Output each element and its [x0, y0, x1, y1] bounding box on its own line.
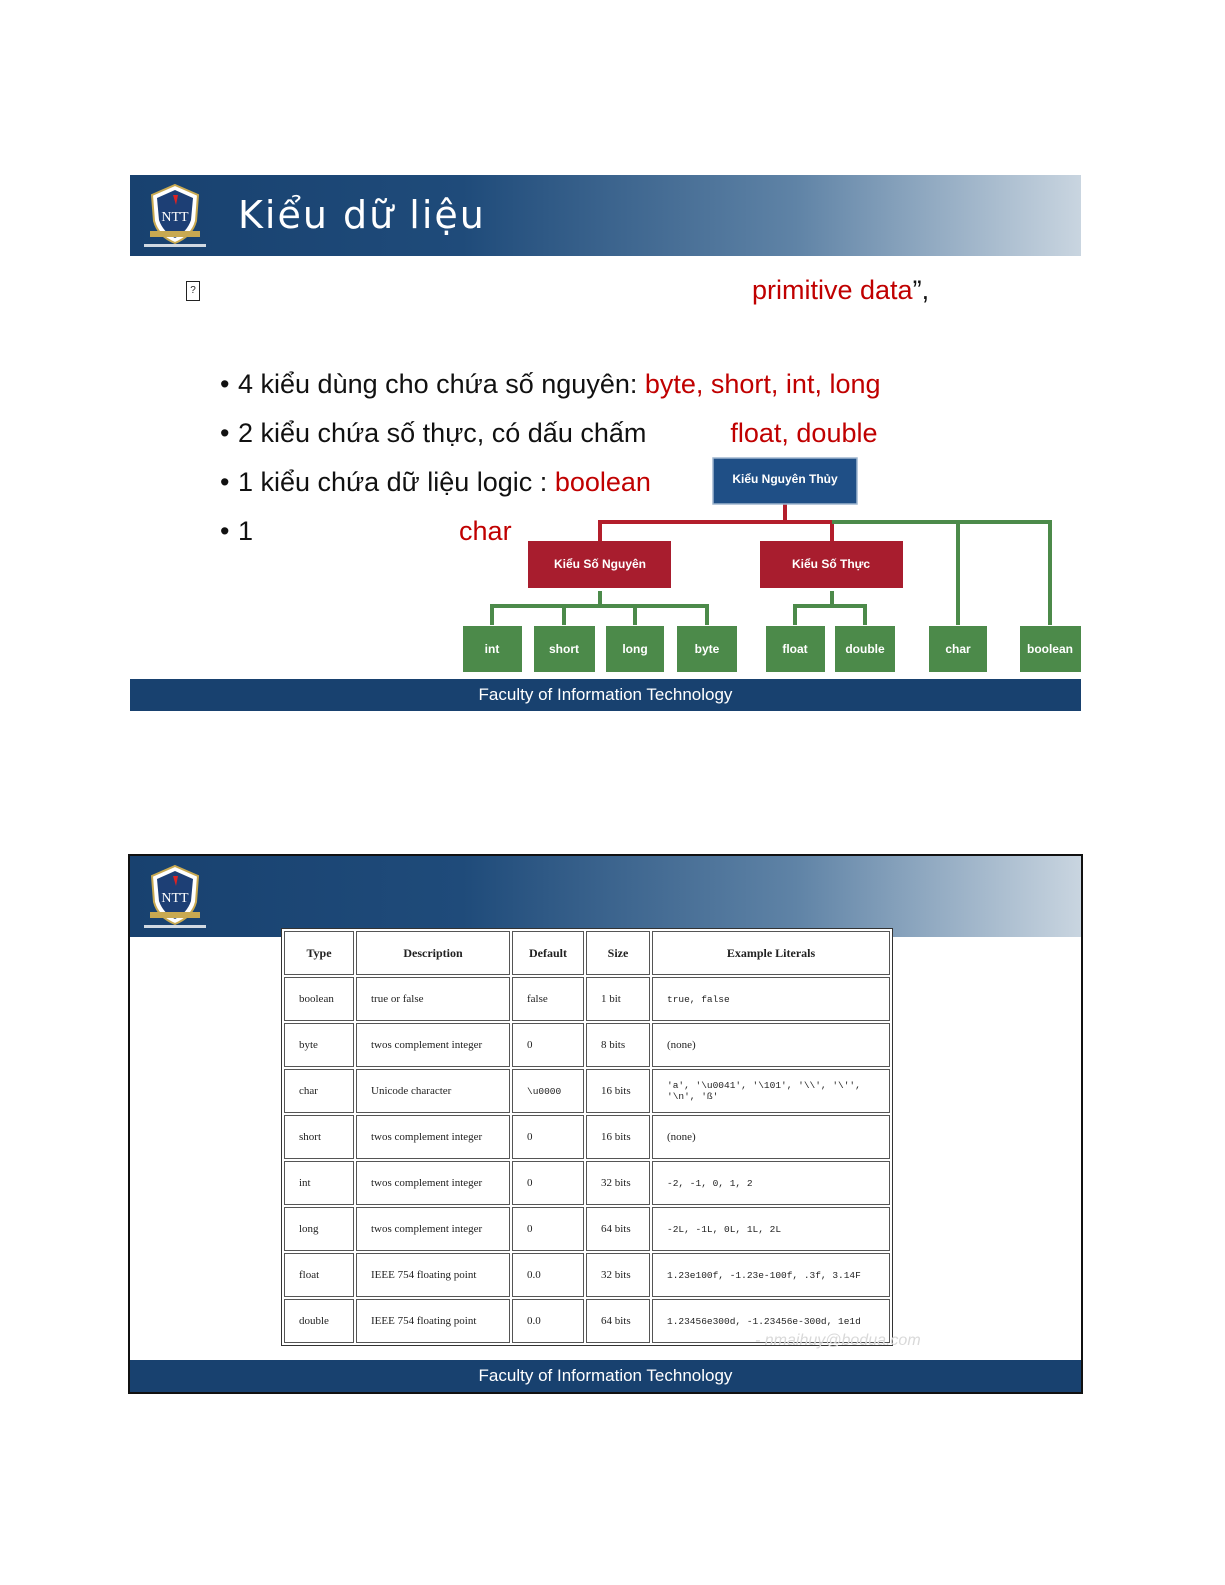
table-cell: boolean — [284, 977, 354, 1021]
table-cell: 1.23456e300d, -1.23456e-300d, 1e1d — [652, 1299, 890, 1343]
table-row — [284, 1207, 890, 1251]
table-cell: double — [284, 1299, 354, 1343]
table-row — [284, 1161, 890, 1205]
slide-1 — [130, 175, 1081, 711]
leaf-node-label: boolean — [1026, 642, 1074, 656]
table-cell: false — [512, 977, 584, 1021]
table-cell: 64 bits — [586, 1207, 650, 1251]
table-cell: twos complement integer — [356, 1115, 510, 1159]
list-item: • 2 kiểu chứa số thực, có dấu chấm float, double — [220, 418, 878, 448]
table-cell: 0 — [512, 1115, 584, 1159]
int-group-connector — [492, 591, 707, 625]
root-node-label: Kiểu Nguyên Thủy — [732, 472, 838, 486]
leaf-node-label: long — [622, 642, 648, 656]
column-header: Example Literals — [652, 931, 890, 975]
table-cell: twos complement integer — [356, 1023, 510, 1067]
table-cell: long — [284, 1207, 354, 1251]
list-item: • 1 kiểu chứa dữ liệu logic : boolean — [220, 467, 651, 497]
table-row — [284, 1023, 890, 1067]
slide-title: Kiểu dữ liệu — [238, 193, 486, 237]
leaf-node-label: short — [549, 642, 579, 656]
table-cell: char — [284, 1069, 354, 1113]
table-cell: 0 — [512, 1023, 584, 1067]
university-logo-icon — [140, 862, 210, 932]
table-cell: 8 bits — [586, 1023, 650, 1067]
table-row — [284, 1253, 890, 1297]
primitive-types-table — [281, 928, 893, 1346]
list-item: • 1 char — [220, 516, 512, 546]
table-cell: Unicode character — [356, 1069, 510, 1113]
table-cell: (none) — [652, 1023, 890, 1067]
table-cell: \u0000 — [512, 1069, 584, 1113]
bullet-text: 2 kiểu chứa số thực, có dấu chấm — [238, 418, 647, 448]
type-hierarchy-diagram — [130, 175, 1081, 711]
column-header: Description — [356, 931, 510, 975]
table-cell: 32 bits — [586, 1161, 650, 1205]
table-row — [284, 1115, 890, 1159]
bullet-red-text: char — [459, 516, 512, 546]
table-cell: true, false — [652, 977, 890, 1021]
leaf-node-label: char — [945, 642, 971, 656]
table-cell: IEEE 754 floating point — [356, 1253, 510, 1297]
column-header: Default — [512, 931, 584, 975]
column-header: Size — [586, 931, 650, 975]
table-cell: 'a', '\u0041', '\101', '\\', '\'', '\n', 'ß' — [652, 1069, 890, 1113]
table-cell: int — [284, 1161, 354, 1205]
table-cell: byte — [284, 1023, 354, 1067]
table-cell: IEEE 754 floating point — [356, 1299, 510, 1343]
svg-text:NTT: NTT — [161, 891, 189, 906]
table-cell: twos complement integer — [356, 1161, 510, 1205]
table-cell: 1 bit — [586, 977, 650, 1021]
watermark: - nmaihuy@bodua.com — [755, 1332, 921, 1349]
bullet-red-text: byte, short, int, long — [644, 369, 881, 399]
table-cell: 0 — [512, 1207, 584, 1251]
bullet-red-text: float, double — [730, 418, 878, 448]
table-cell: twos complement integer — [356, 1207, 510, 1251]
bullet-red-text: boolean — [554, 467, 651, 497]
root-connector — [600, 502, 832, 541]
table-cell: 1.23e100f, -1.23e-100f, .3f, 3.14F — [652, 1253, 890, 1297]
group-node-integer-label: Kiểu Số Nguyên — [553, 557, 647, 571]
list-item: • 4 kiểu dùng cho chứa số nguyên: byte, short, int, long — [220, 369, 881, 399]
table-cell: -2L, -1L, 0L, 1L, 2L — [652, 1207, 890, 1251]
leaf-node-label: byte — [694, 642, 720, 656]
bullet-text: 4 kiểu dùng cho chứa số nguyên: — [238, 369, 645, 399]
column-header: Type — [284, 931, 354, 975]
bullet-text: 1 — [238, 516, 254, 546]
table-cell: float — [284, 1253, 354, 1297]
table-cell: short — [284, 1115, 354, 1159]
intro-red-text: primitive data — [752, 275, 913, 305]
leaf-node-label: float — [782, 642, 808, 656]
intro-tail-text: ”, — [912, 275, 930, 305]
slide-footer: Faculty of Information Technology — [130, 1360, 1081, 1392]
table-cell: 64 bits — [586, 1299, 650, 1343]
table-cell: 0 — [512, 1161, 584, 1205]
table-cell: 16 bits — [586, 1115, 650, 1159]
slide-header — [130, 856, 1081, 937]
table-cell: 32 bits — [586, 1253, 650, 1297]
slide-footer: Faculty of Information Technology — [130, 679, 1081, 711]
table-cell: 0.0 — [512, 1299, 584, 1343]
leaf-node-label: int — [484, 642, 500, 656]
bullet-text: 1 kiểu chứa dữ liệu logic : — [238, 467, 555, 497]
slide-2 — [130, 856, 1081, 1392]
table-cell: -2, -1, 0, 1, 2 — [652, 1161, 890, 1205]
svg-text:NTT: NTT — [161, 210, 189, 225]
table-cell: 0.0 — [512, 1253, 584, 1297]
table-header-row — [284, 931, 890, 975]
bullet-symbol-icon: ? — [186, 281, 200, 301]
group-node-real-label: Kiểu Số Thực — [791, 557, 871, 571]
table-cell: 16 bits — [586, 1069, 650, 1113]
table-cell: (none) — [652, 1115, 890, 1159]
table-row — [284, 977, 890, 1021]
leaf-node-label: double — [845, 642, 885, 656]
table-cell: true or false — [356, 977, 510, 1021]
real-group-connector — [795, 591, 865, 625]
table-row — [284, 1069, 890, 1113]
